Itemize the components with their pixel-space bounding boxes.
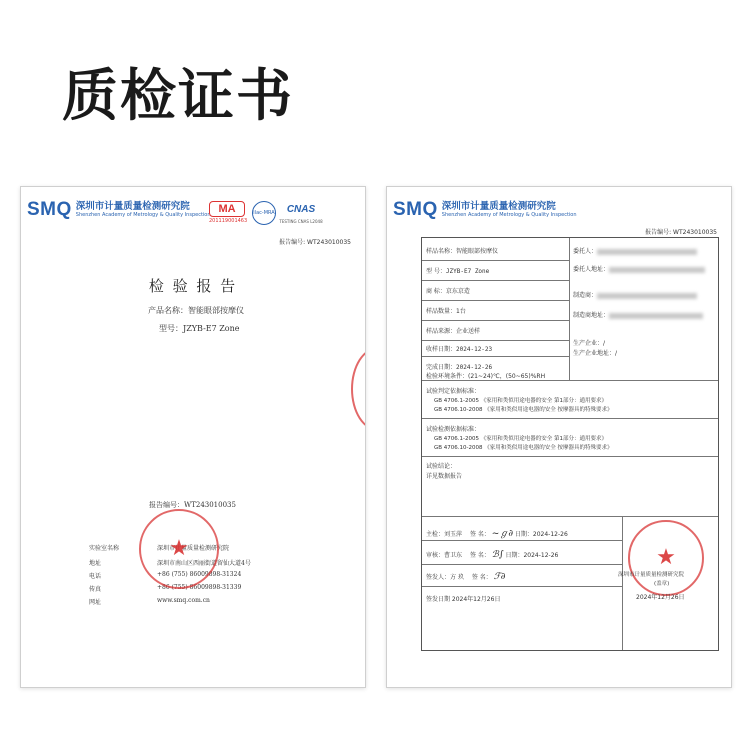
org-name-en: Shenzhen Academy of Metrology & Quality Inspection <box>75 212 211 218</box>
field-value: (21~24)℃，(50~65)%RH <box>468 373 546 380</box>
column-divider <box>622 516 623 650</box>
seal-caption: 深圳市计量质量检测研究院 <box>618 572 685 578</box>
smq-logo-mark: SMQ <box>27 199 72 220</box>
contact-value: www.smq.com.cn <box>157 597 210 604</box>
ilac-label: ilac-MRA <box>253 210 275 216</box>
cnas-logo-icon: CNAS <box>286 204 316 215</box>
report-number-top: 报告编号: WT243010035 <box>645 229 717 236</box>
contact-row <box>89 584 309 593</box>
row-divider <box>422 300 570 301</box>
sign-label: 签 名： <box>469 531 490 538</box>
contact-key: 传真 <box>89 586 102 593</box>
row-divider <box>422 320 570 321</box>
report-detail-page <box>386 186 732 688</box>
field-value: / <box>615 350 618 357</box>
report-number-top: 报告编号: WT243010035 <box>279 239 351 246</box>
field-label: 制造商地址： <box>573 312 610 319</box>
field-value: 1台 <box>456 308 466 315</box>
row-divider <box>422 540 622 541</box>
org-logo <box>27 199 211 221</box>
cma-badge <box>209 201 248 224</box>
signature-chief <box>426 526 568 539</box>
field-quantity <box>426 306 466 315</box>
org-name-cn: 深圳市计量质量检测研究院 <box>441 201 556 212</box>
contact-row <box>89 597 309 606</box>
product-name-line: 产品名称：智能眼部按摩仪 <box>148 306 244 315</box>
seal-star-icon: ★ <box>656 545 676 570</box>
contact-value: +86 (755) 86009898-31324 <box>157 571 242 578</box>
field-label: 委托人地址： <box>573 266 610 273</box>
field-label: 生产企业地址： <box>573 350 616 357</box>
row-divider <box>422 516 718 517</box>
field-value: 智能眼部按摩仪 <box>456 248 499 255</box>
row-divider <box>422 418 718 419</box>
redacted-value <box>597 293 697 299</box>
report-number-bottom: 报告编号：WT243010035 <box>149 501 236 509</box>
field-sample-name <box>426 246 498 255</box>
contact-key: 电话 <box>89 573 102 580</box>
ilac-globe-icon <box>252 201 276 225</box>
report-title: 检 验 报 告 <box>148 277 238 295</box>
redacted-value <box>597 249 697 255</box>
page-headline: 质检证书 <box>62 64 294 129</box>
field-label: 制造商： <box>573 292 598 299</box>
signer-role: 主检：刘玉萍 <box>426 531 463 538</box>
cnas-number: TESTING CNAS L2048 <box>279 219 323 224</box>
contact-value: +86 (755) 86009898-31339 <box>157 584 242 591</box>
field-value: 企业送样 <box>456 328 481 335</box>
row-divider <box>422 380 718 381</box>
report-cover-page <box>20 186 366 688</box>
field-received-date <box>426 344 492 353</box>
field-client <box>573 246 697 255</box>
field-label: 样品来源： <box>426 328 457 335</box>
row-divider <box>422 456 718 457</box>
sign-date: 日期：2024-12-26 <box>514 531 568 538</box>
contact-key: 实验室名称 <box>89 545 120 552</box>
standard-line: GB 4706.1-2005 《家用和类似用途电器的安全 第1部分：通用要求》 <box>434 398 608 404</box>
field-manufacturer <box>573 290 697 299</box>
field-label: 完成日期： <box>426 364 457 371</box>
row-divider <box>422 586 622 587</box>
field-brand <box>426 286 470 295</box>
judgement-standard-title: 试验判定依据标准： <box>426 388 481 395</box>
sign-label: 签 名： <box>471 574 492 581</box>
field-value: JZYB-E7 Zone <box>445 268 490 275</box>
signature-review <box>426 550 558 560</box>
field-manufacturer-address <box>573 310 703 319</box>
signer-role: 审核：曹卫东 <box>426 552 463 559</box>
field-label: 商 标： <box>426 288 446 295</box>
field-producer-address <box>573 348 617 357</box>
report-form-table <box>421 237 719 651</box>
field-label: 样品名称： <box>426 248 457 255</box>
field-producer <box>573 338 605 347</box>
row-divider <box>422 564 622 565</box>
model-line: 型号：JZYB-E7 Zone <box>159 324 240 333</box>
handwritten-signature-icon: ~ℊ∂ <box>491 529 513 539</box>
row-divider <box>422 356 570 357</box>
method-standard-title: 试验检测依据标准： <box>426 426 481 433</box>
smq-logo-mark: SMQ <box>393 199 438 220</box>
contact-key: 网址 <box>89 599 102 606</box>
ilac-badge <box>251 201 277 225</box>
field-source <box>426 326 480 335</box>
cnas-badge <box>279 201 323 224</box>
cma-number: 201119001463 <box>209 218 248 224</box>
field-model <box>426 266 489 275</box>
row-divider <box>422 260 570 261</box>
sign-label: 签 名： <box>469 552 490 559</box>
org-name-en: Shenzhen Academy of Metrology & Quality Inspection <box>441 212 577 218</box>
official-seal-icon <box>139 509 219 589</box>
partial-seal-icon <box>351 347 366 431</box>
row-divider <box>422 280 570 281</box>
field-label: 样品数量： <box>426 308 457 315</box>
field-completed-date <box>426 362 492 371</box>
org-logo <box>393 199 577 221</box>
field-value: 京东京造 <box>445 288 470 295</box>
field-value: 2024-12-23 <box>456 346 493 353</box>
org-name-cn: 深圳市计量质量检测研究院 <box>75 201 190 212</box>
standard-line: GB 4706.1-2005 《家用和类似用途电器的安全 第1部分：通用要求》 <box>434 436 608 442</box>
field-value: 2024-12-26 <box>456 364 493 371</box>
field-environment <box>426 371 545 380</box>
conclusion-title: 试验结论： <box>426 463 457 470</box>
cma-logo-icon: MA <box>209 201 245 217</box>
field-client-address <box>573 264 705 273</box>
field-label: 型 号： <box>426 268 446 275</box>
standard-line: GB 4706.10-2008 《家用和类似用途电器的安全 按摩器具的特殊要求》 <box>434 407 613 413</box>
seal-star-icon: ★ <box>169 536 189 561</box>
signature-approve <box>426 572 505 582</box>
handwritten-signature-icon: ℱ∂ <box>493 572 506 582</box>
redacted-value <box>609 267 705 273</box>
contact-value: 深圳市计量质量检测研究院 <box>157 545 230 552</box>
issue-date: 签发日期 2024年12月26日 <box>426 596 501 603</box>
redacted-value <box>609 313 703 319</box>
seal-sub: (盖章) <box>654 581 670 587</box>
field-label: 委托人： <box>573 248 598 255</box>
row-divider <box>422 340 570 341</box>
sign-date: 日期：2024-12-26 <box>505 552 559 559</box>
field-label: 检验环境条件： <box>426 373 469 380</box>
conclusion-text: 详见数据报告 <box>426 473 463 480</box>
field-label: 生产企业： <box>573 340 604 347</box>
signer-role: 签发人：方 玖 <box>426 574 464 581</box>
handwritten-signature-icon: ℬ∫ <box>491 550 504 560</box>
contact-key: 地址 <box>89 560 102 567</box>
field-value: / <box>603 340 606 347</box>
contact-value: 深圳市南山区西丽街道留仙大道4号 <box>157 560 251 567</box>
field-label: 收样日期： <box>426 346 457 353</box>
standard-line: GB 4706.10-2008 《家用和类似用途电器的安全 按摩器具的特殊要求》 <box>434 445 613 451</box>
seal-date: 2024年12月26日 <box>636 594 685 601</box>
